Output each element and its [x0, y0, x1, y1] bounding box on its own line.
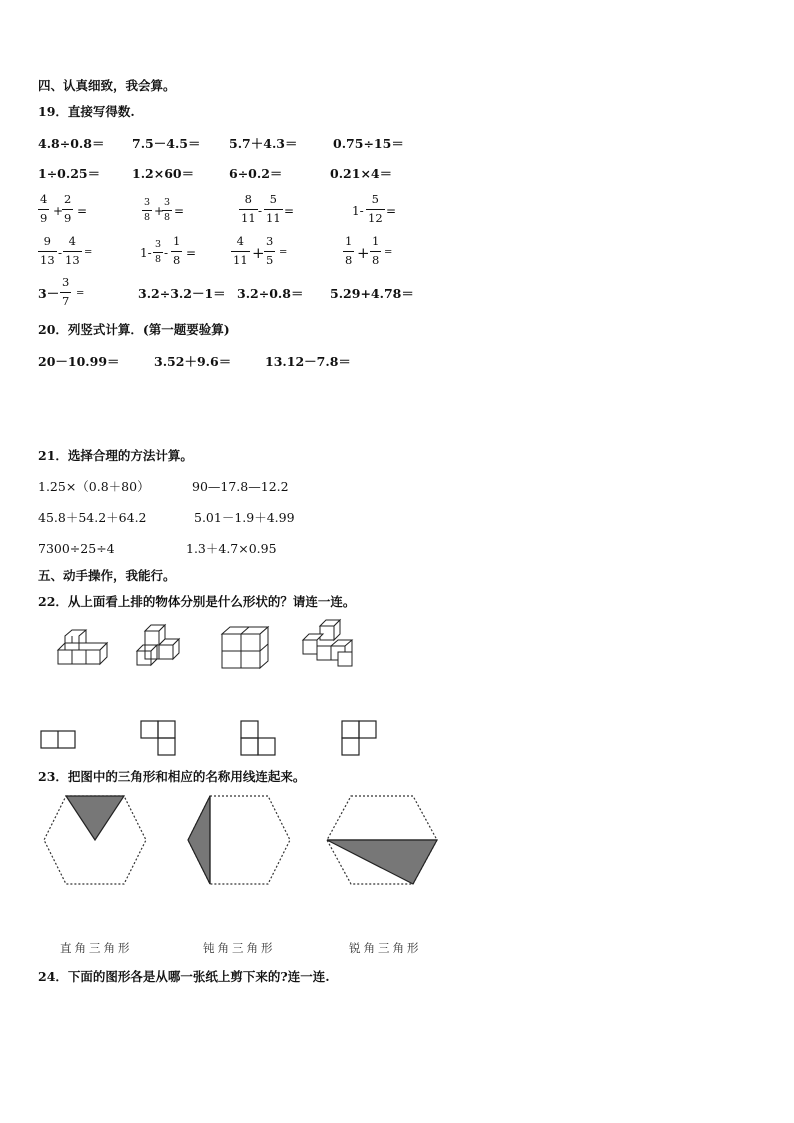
- fraction-bar: [62, 209, 73, 210]
- fraction: [142, 198, 152, 222]
- q19-item: 6÷0.2＝: [229, 166, 283, 181]
- operator: 1-: [140, 246, 152, 260]
- equals: =: [84, 247, 93, 258]
- fraction: [370, 236, 381, 266]
- denominator: 5: [266, 252, 274, 267]
- operator: -: [164, 246, 169, 260]
- fraction-bar: [264, 209, 283, 210]
- q19-item: 5.7＋4.3＝: [229, 136, 298, 151]
- fraction-bar: [366, 209, 385, 210]
- denominator: 13: [40, 252, 55, 267]
- hexagon-figure-1: [40, 794, 150, 889]
- section-5-heading: 五、动手操作，我能行。: [38, 568, 176, 583]
- numerator: 1: [372, 234, 380, 248]
- denominator: 8: [173, 252, 181, 267]
- q19-item: 1÷0.25＝: [38, 166, 101, 181]
- numerator: 3: [62, 275, 70, 289]
- operator: +: [154, 204, 165, 218]
- top-view-shape-2: [140, 720, 180, 760]
- denominator: 13: [65, 252, 80, 267]
- fraction-bar: [264, 251, 275, 252]
- numerator: 5: [371, 192, 379, 206]
- fraction-bar: [343, 251, 354, 252]
- q19-item: 0.21×4＝: [330, 166, 393, 181]
- equals: =: [174, 204, 185, 218]
- q20-item: 13.12－7.8＝: [265, 354, 351, 369]
- fraction: [153, 240, 163, 264]
- fraction-bar: [231, 251, 250, 252]
- triangle-name-acute: 锐角三角形: [349, 941, 422, 955]
- fraction: [162, 198, 172, 222]
- numerator: 1: [173, 234, 181, 248]
- fraction-bar: [63, 251, 82, 252]
- q19-item: 0.75÷15＝: [333, 136, 404, 151]
- fraction: [171, 236, 182, 266]
- fraction: [38, 194, 49, 224]
- equals: =: [76, 288, 85, 299]
- equals: =: [186, 246, 197, 260]
- numerator: 2: [64, 192, 72, 206]
- denominator: 8: [155, 253, 162, 265]
- cube-figure-3: [220, 624, 270, 674]
- equals: =: [77, 204, 88, 218]
- numerator: 5: [269, 192, 277, 206]
- fraction-bar: [171, 251, 182, 252]
- equals: =: [284, 204, 295, 218]
- fraction: [264, 236, 275, 266]
- denominator: 11: [233, 252, 248, 267]
- fraction-bar: [142, 210, 152, 211]
- numerator: 3: [164, 197, 171, 208]
- fraction: [343, 236, 354, 266]
- top-view-shape-3: [240, 720, 280, 760]
- triangle-name-obtuse: 钝角三角形: [203, 941, 276, 955]
- triangle-name-right: 直角三角形: [60, 941, 133, 955]
- q22-title: 22．从上面看上排的物体分别是什么形状的？请连一连。: [38, 594, 356, 609]
- fraction-bar: [239, 209, 258, 210]
- fraction: [231, 236, 250, 266]
- denominator: 11: [241, 210, 256, 225]
- numerator: 4: [68, 234, 76, 248]
- equals: =: [384, 247, 393, 258]
- fraction-bar: [162, 210, 172, 211]
- operator: +: [53, 204, 64, 218]
- cube-figure-4: [300, 618, 358, 670]
- numerator: 4: [236, 234, 244, 248]
- q19-item: 5.29+4.78＝: [330, 286, 414, 301]
- numerator: 3: [266, 234, 274, 248]
- fraction: [366, 194, 385, 224]
- q20-item: 20－10.99＝: [38, 354, 120, 369]
- q21-item: 1.3＋4.7×0.95: [186, 541, 277, 556]
- denominator: 8: [164, 211, 171, 223]
- q21-item: 45.8＋54.2＋64.2: [38, 510, 147, 525]
- q23-title: 23．把图中的三角形和相应的名称用线连起来。: [38, 769, 306, 784]
- cube-figure-1: [55, 630, 115, 680]
- fraction: [239, 194, 258, 224]
- equals: =: [386, 204, 397, 218]
- q20-title: 20．列竖式计算．(第一题要验算): [38, 322, 230, 337]
- denominator: 12: [368, 210, 383, 225]
- denominator: 8: [345, 252, 353, 267]
- q21-title: 21．选择合理的方法计算。: [38, 448, 193, 463]
- operator: -: [58, 246, 63, 260]
- operator: +: [252, 244, 265, 262]
- denominator: 11: [266, 210, 281, 225]
- q19-item: 4.8÷0.8＝: [38, 136, 105, 151]
- operator: 3－: [38, 286, 60, 301]
- numerator: 4: [40, 192, 48, 206]
- numerator: 3: [144, 197, 151, 208]
- q20-item: 3.52＋9.6＝: [154, 354, 232, 369]
- numerator: 1: [345, 234, 353, 248]
- fraction-bar: [370, 251, 381, 252]
- denominator: 8: [144, 211, 151, 223]
- fraction-bar: [38, 209, 49, 210]
- q21-item: 90—17.8—12.2: [192, 479, 289, 494]
- q19-item: 3.2÷3.2－1＝: [138, 286, 226, 301]
- fraction: [38, 236, 57, 266]
- equals: =: [279, 247, 288, 258]
- fraction-bar: [153, 252, 163, 253]
- q24-title: 24．下面的图形各是从哪一张纸上剪下来的?连一连.: [38, 969, 330, 984]
- fraction-bar: [60, 292, 71, 293]
- top-view-shape-1: [40, 730, 80, 750]
- cube-figure-2: [135, 623, 190, 673]
- fraction-bar: [38, 251, 57, 252]
- q19-title: 19．直接写得数.: [38, 104, 135, 119]
- fraction: [62, 194, 73, 224]
- denominator: 9: [64, 210, 72, 225]
- q21-item: 7300÷25÷4: [38, 541, 115, 556]
- denominator: 8: [372, 252, 380, 267]
- numerator: 9: [43, 234, 51, 248]
- top-view-shape-4: [341, 720, 381, 760]
- operator: +: [357, 244, 370, 262]
- operator: 1-: [352, 204, 364, 218]
- q19-item: 3.2÷0.8＝: [237, 286, 304, 301]
- hexagon-figure-3: [325, 794, 441, 889]
- hexagon-figure-2: [184, 794, 294, 889]
- q21-item: 5.01－1.9＋4.99: [194, 510, 295, 525]
- fraction: [63, 236, 82, 266]
- q19-item: 7.5－4.5＝: [132, 136, 201, 151]
- q21-item: 1.25×（0.8＋80）: [38, 479, 150, 494]
- fraction: [60, 277, 71, 307]
- operator: -: [258, 204, 263, 218]
- denominator: 7: [62, 293, 70, 308]
- numerator: 3: [155, 239, 162, 250]
- q19-item: 1.2×60＝: [132, 166, 195, 181]
- denominator: 9: [40, 210, 48, 225]
- section-4-heading: 四、认真细致，我会算。: [38, 78, 176, 93]
- fraction: [264, 194, 283, 224]
- numerator: 8: [244, 192, 252, 206]
